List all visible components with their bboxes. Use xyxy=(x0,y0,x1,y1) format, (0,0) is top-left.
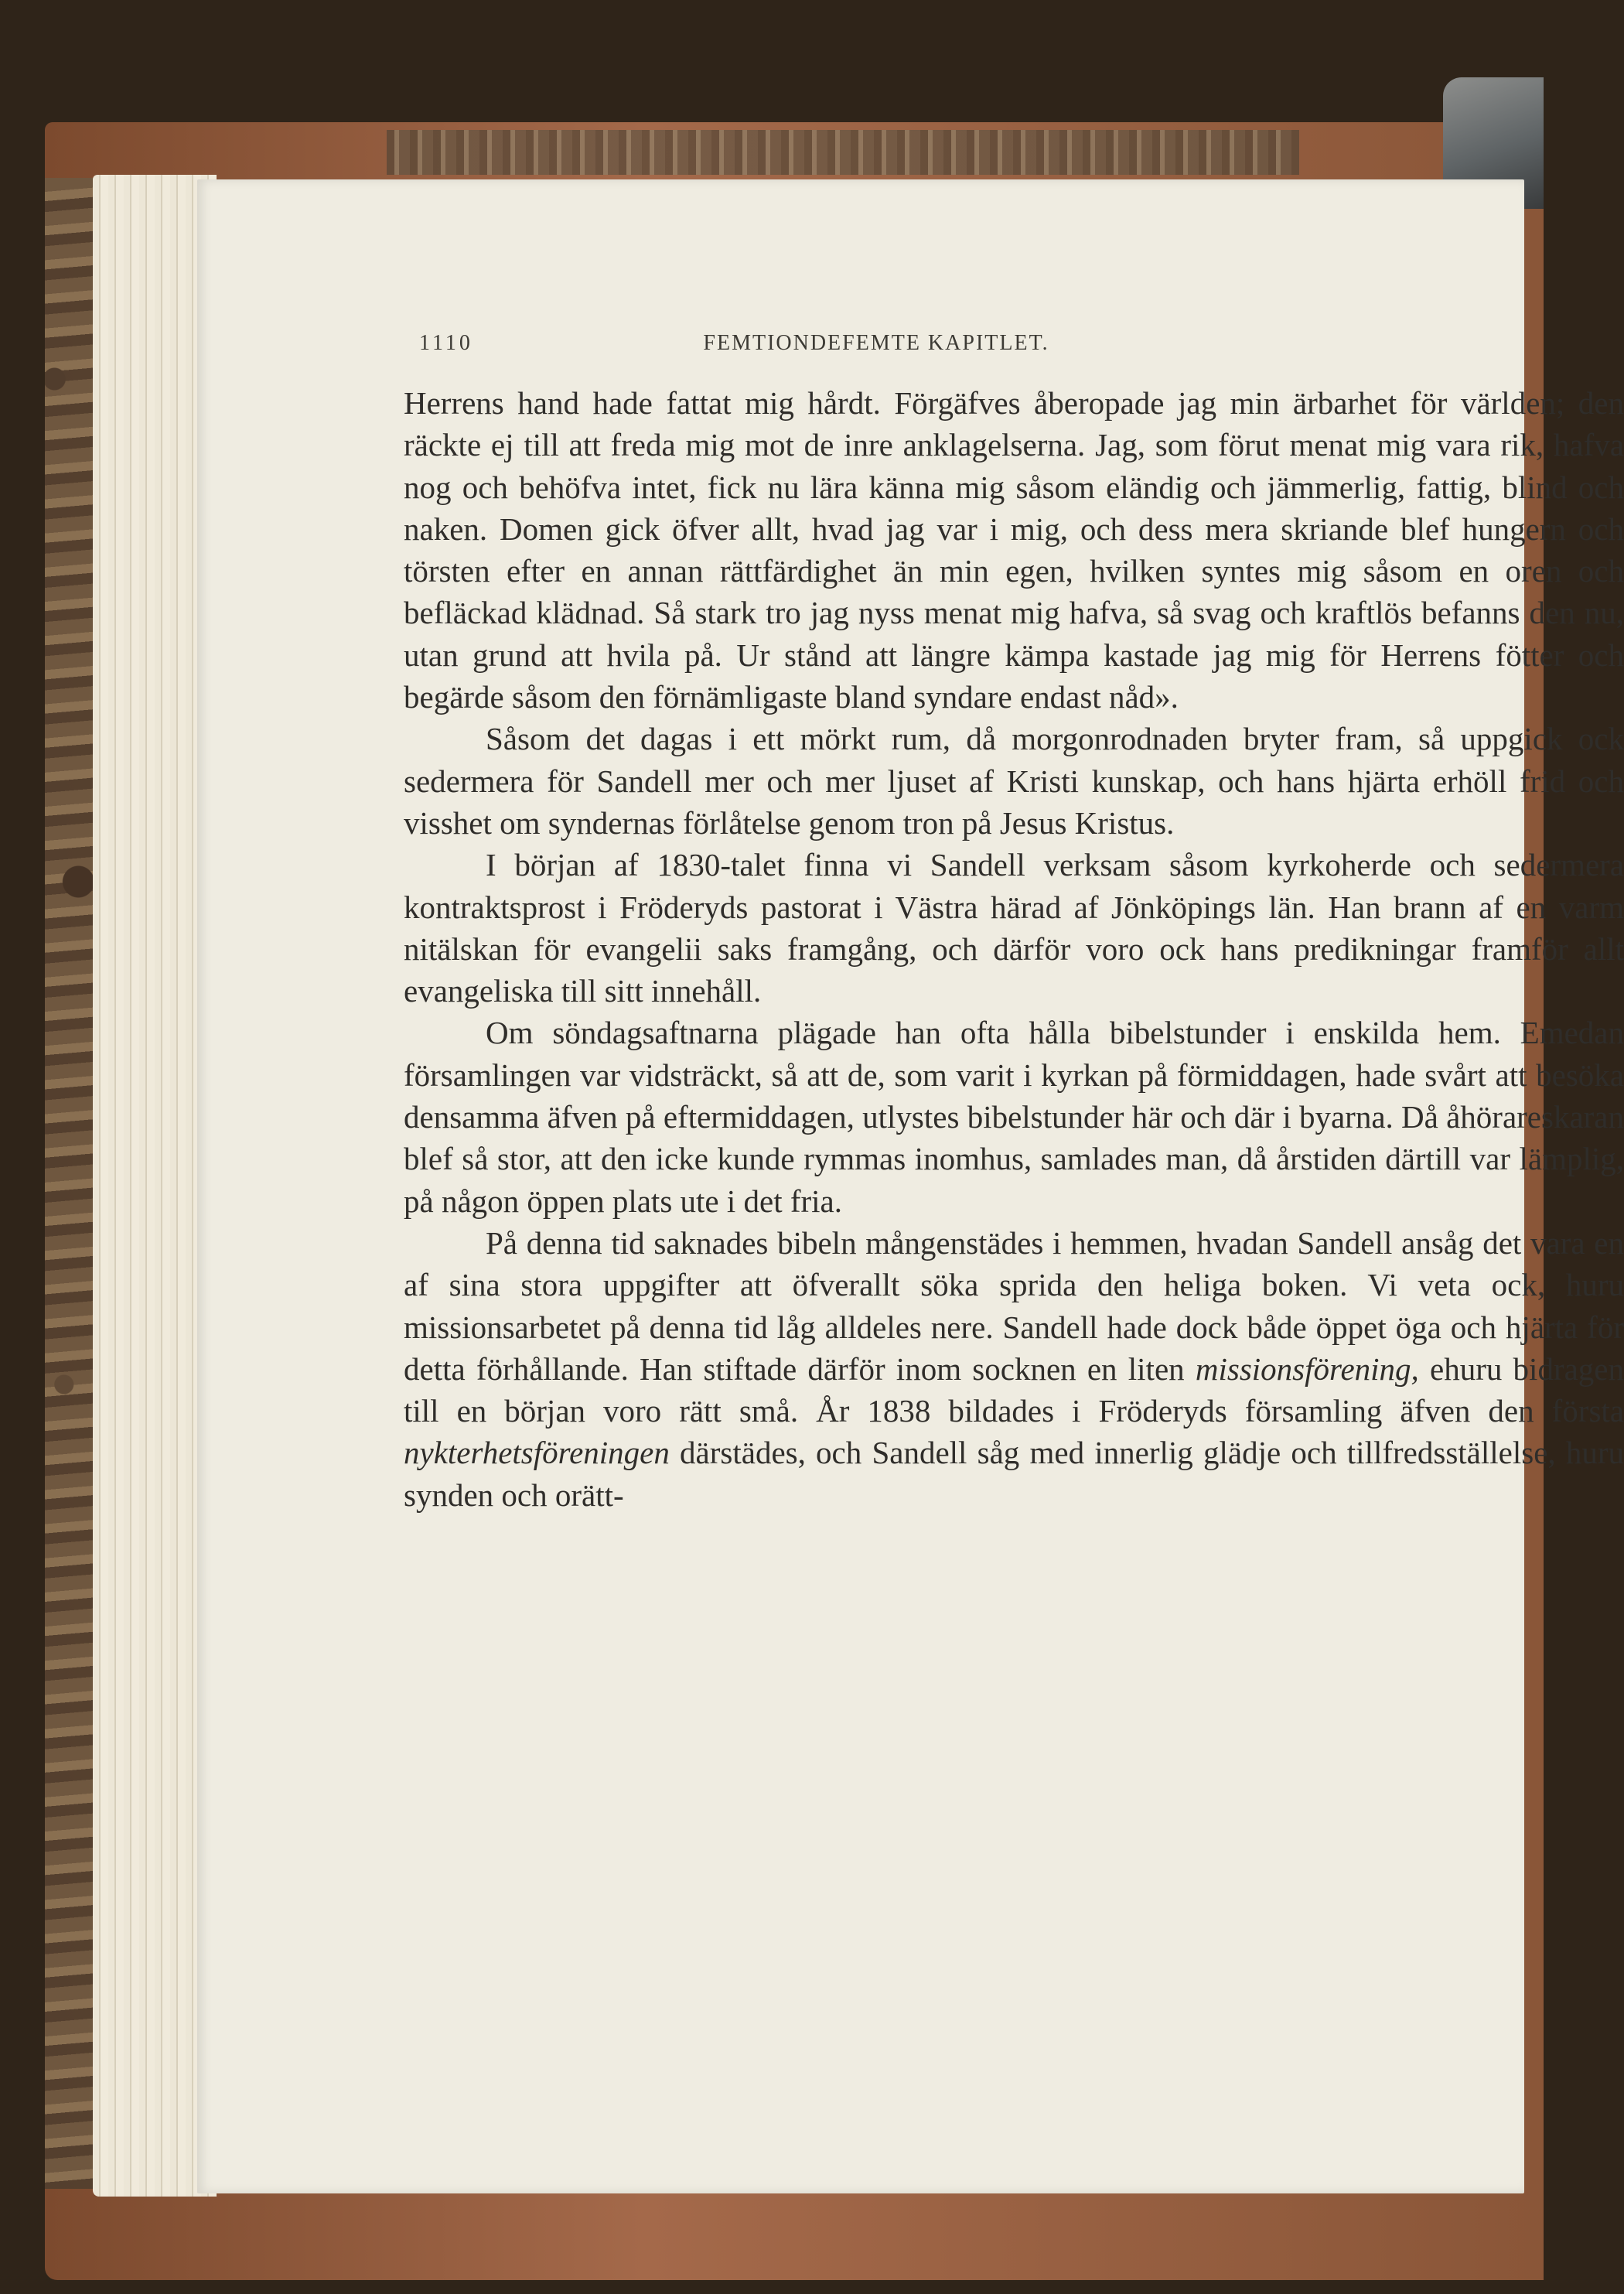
italic-term-nykterhetsforeningen: nykterhetsföreningen xyxy=(404,1435,670,1471)
paragraph-5-text-a: På denna tid saknades bibeln mångenstädes i hemmen, hvadan Sandell ansåg det vara en af sina stora uppgifter att öfverallt söka sprida den heliga boken. Vi veta ock, huru missionsarbetet på denna tid låg alldeles nere. Sandell hade dock både öppet öga och hjärta för detta förhållande. Han stiftade därför inom socknen en liten xyxy=(404,1224,1624,1387)
paragraph-2: Såsom det dagas i ett mörkt rum, då morgonrodnaden bryter fram, så uppgick ock sedermera för Sandell mer och mer ljuset af Kristi kunskap, och hans hjärta erhöll frid och visshet om syndernas förlåtelse genom tron på Jesus Kristus. xyxy=(404,721,1624,841)
paragraph-5 xyxy=(404,1222,1624,1516)
marbled-binding-edge xyxy=(45,178,93,2189)
paragraph-3: I början af 1830-talet finna vi Sandell verksam såsom kyrkoherde och sedermera kontraktsprost i Fröderyds pastorat i Västra härad af Jönköpings län. Han brann af en varm nitälskan för evangelii saks framgång, och därför voro ock hans predikningar framför allt evangeliska till sitt innehåll. xyxy=(404,847,1624,1009)
paragraph-4: Om söndagsaftnarna plägade han ofta hålla bibelstunder i enskilda hem. Emedan församlingen var vidsträckt, så att de, som varit i kyrkan på förmiddagen, hade svårt att besöka densamma äfven på eftermiddagen, utlystes bibelstunder här och där i byarna. Då åhörareskaran blef så stor, att den icke kunde rymmas inomhus, samlades man, då årstiden därtill var lämplig, på någon öppen plats ute i det fria. xyxy=(404,1015,1624,1219)
paragraph-1: Herrens hand hade fattat mig hårdt. Förgäfves åberopade jag min ärbarhet för världen; den räckte ej till att freda mig mot de inre anklagelserna. Jag, som förut menat mig vara rik, hafva nog och behöfva intet, fick nu lära känna mig såsom eländig och jämmerlig, fattig, blind och naken. Domen gick öfver allt, hvad jag var i mig, och dess mera skriande blef hungern och törsten efter en annan rättfärdighet än min egen, hvilken syntes mig såsom en oren och befläckad klädnad. Så stark tro jag nyss menat mig hafva, så svag och kraftlös befanns den nu, utan grund att hvila på. Ur stånd att längre kämpa kastade jag mig för Herrens fötter och begärde såsom den förnämligaste bland syndare endast nåd». xyxy=(404,385,1624,715)
body-text xyxy=(404,382,1624,1516)
page-number: 1110 xyxy=(419,331,473,355)
book-page xyxy=(197,179,1624,2193)
paragraph-5-text-c: därstädes, och Sandell såg med innerlig glädje och tillfredsställelse, huru synden och orätt- xyxy=(404,1435,1624,1513)
chapter-title: FEMTIONDEFEMTE KAPITLET. xyxy=(703,331,1049,355)
paragraph-5-text-b: ehuru bidragen till en början voro rätt små. År 1838 bildades i Fröderyds församling äfven den första xyxy=(404,1350,1624,1429)
page-top-edge xyxy=(387,130,1299,175)
italic-term-missionsforening: missionsförening, xyxy=(1195,1350,1419,1387)
